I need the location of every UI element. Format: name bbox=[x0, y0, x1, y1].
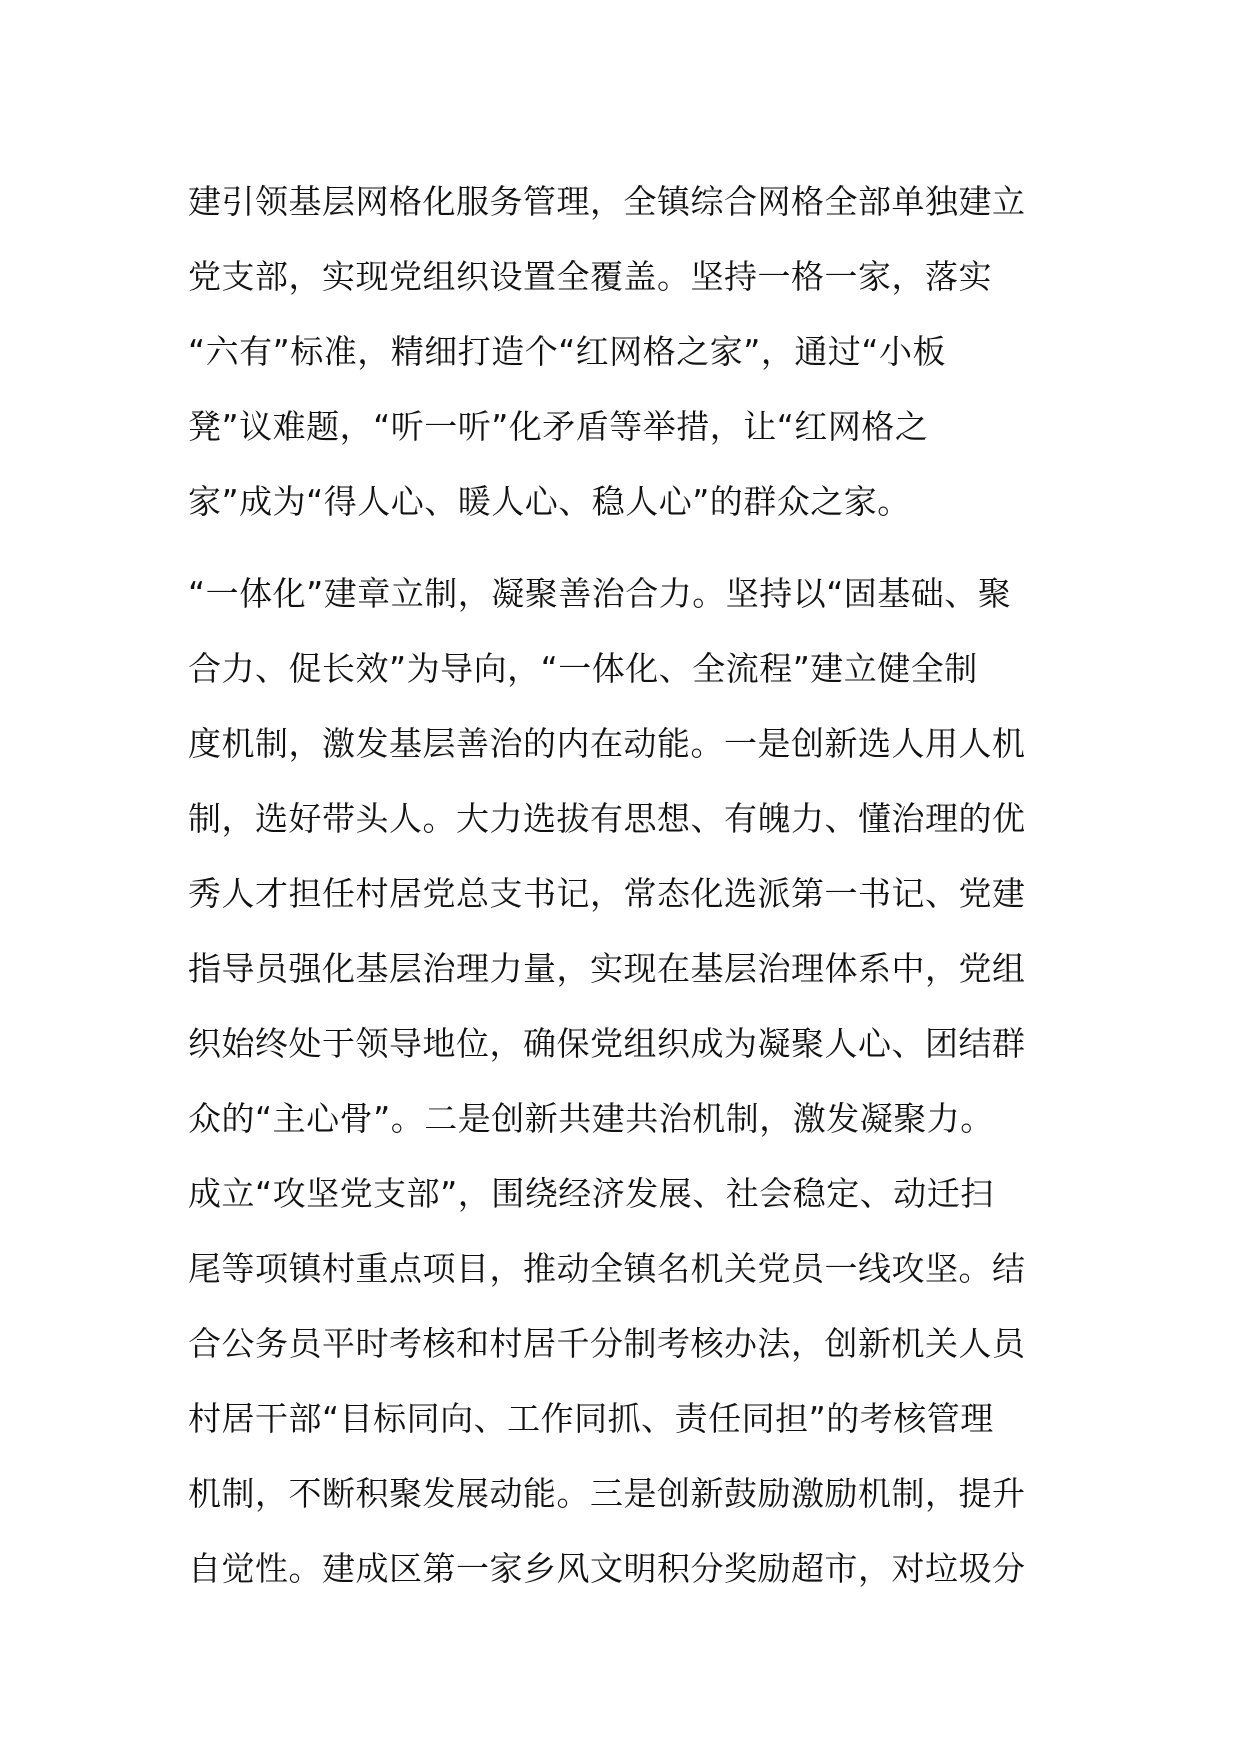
paragraph-line: “一体化”建章立制，凝聚善治合力。坚持以“固基础、聚 bbox=[188, 574, 1012, 613]
paragraph-line: 指导员强化基层治理力量，实现在基层治理体系中，党组 bbox=[188, 949, 1026, 988]
paragraph-line: 度机制，激发基层善治的内在动能。一是创新选人用人机 bbox=[188, 724, 1026, 763]
paragraph-line: 党支部，实现党组织设置全覆盖。坚持一格一家，落实 bbox=[188, 257, 992, 296]
paragraph-1 bbox=[188, 164, 1068, 539]
paragraph-line: 秀人才担任村居党总支书记，常态化选派第一书记、党建 bbox=[188, 874, 1026, 913]
paragraph-line: 建引领基层网格化服务管理，全镇综合网格全部单独建立 bbox=[188, 182, 1026, 221]
paragraph-line: 自觉性。建成区第一家乡风文明积分奖励超市，对垃圾分 bbox=[188, 1549, 1026, 1588]
paragraph-line: 合力、促长效”为导向，“一体化、全流程”建立健全制 bbox=[188, 649, 978, 688]
paragraph-line: 织始终处于领导地位，确保党组织成为凝聚人心、团结群 bbox=[188, 1024, 1026, 1063]
paragraph-line: 成立“攻坚党支部”，围绕经济发展、社会稳定、动迁扫 bbox=[188, 1174, 994, 1213]
paragraph-line: “六有”标准，精细打造个“红网格之家”，通过“小板 bbox=[188, 332, 946, 371]
paragraph-line: 合公务员平时考核和村居千分制考核办法，创新机关人员 bbox=[188, 1324, 1026, 1363]
paragraph-2 bbox=[188, 556, 1068, 1606]
paragraph-line: 村居干部“目标同向、工作同抓、责任同担”的考核管理 bbox=[188, 1399, 994, 1438]
paragraph-line: 机制，不断积聚发展动能。三是创新鼓励激励机制，提升 bbox=[188, 1474, 1026, 1513]
paragraph-line: 众的“主心骨”。二是创新共建共治机制，激发凝聚力。 bbox=[188, 1099, 994, 1138]
paragraph-line: 尾等项镇村重点项目，推动全镇名机关党员一线攻坚。结 bbox=[188, 1249, 1026, 1288]
paragraph-line: 家”成为“得人心、暖人心、稳人心”的群众之家。 bbox=[188, 482, 911, 521]
paragraph-line: 凳”议难题，“听一听”化矛盾等举措，让“红网格之 bbox=[188, 407, 929, 446]
paragraph-line: 制，选好带头人。大力选拔有思想、有魄力、懂治理的优 bbox=[188, 799, 1026, 838]
